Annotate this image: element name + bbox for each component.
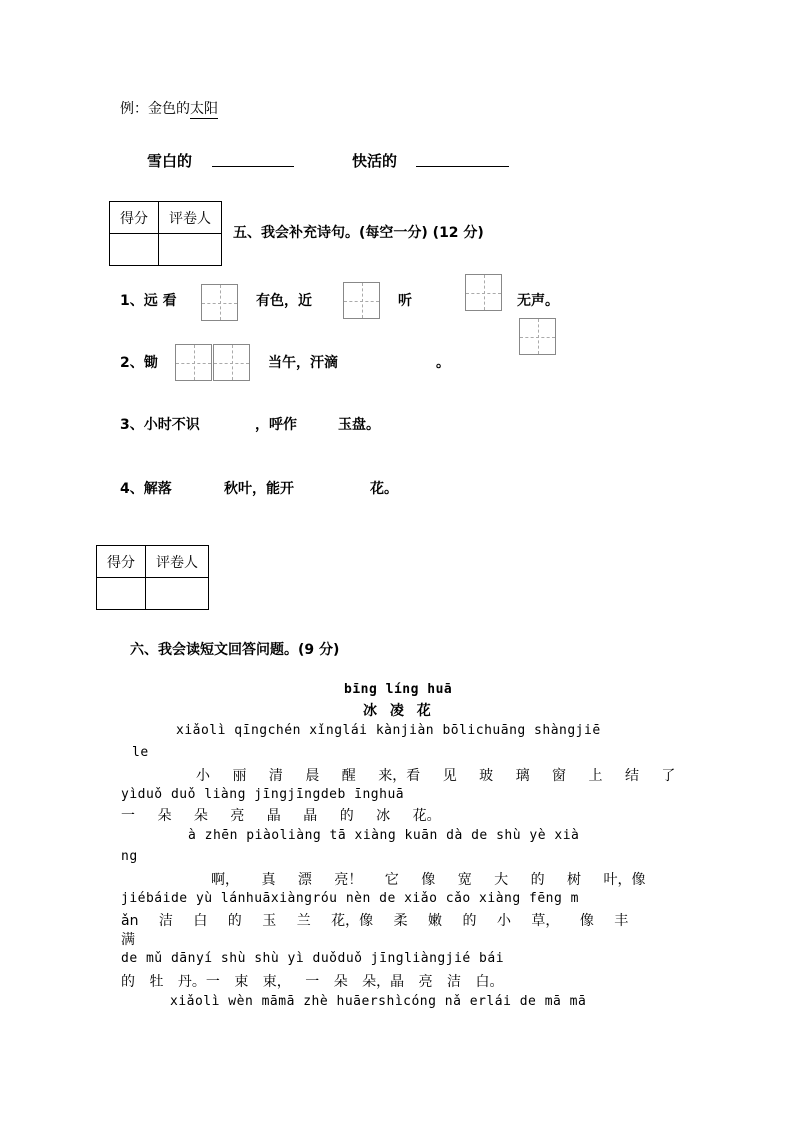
example-word: 太阳 [190, 98, 218, 119]
q4-part-a: 4、解落 [120, 481, 172, 497]
story-line: yìduǒ duǒ liàng jīngjīngdeb īnghuā [121, 787, 405, 802]
q1-part-c: 听 [398, 293, 412, 309]
q4-part-b: 秋叶，能开 [224, 481, 294, 497]
q1-part-b: 有色，近 [256, 293, 312, 309]
q1-box-1[interactable] [201, 284, 238, 321]
story-line: 小 丽 清 晨 醒 来，看 见 玻 璃 窗 上 结 了 [196, 768, 676, 784]
story-line: xiǎolì wèn māmā zhè huāershìcóng nǎ erlái de mā mā [170, 994, 587, 1009]
q1-box-4[interactable] [519, 318, 556, 355]
q2-part-c: 。 [436, 355, 450, 371]
section5-title: 五、我会补充诗句。(每空一分) (12 分) [233, 225, 484, 241]
q3-part-c: 玉盘。 [338, 417, 380, 433]
story-line: de mǔ dānyí shù shù yì duǒduǒ jīngliàngjié bái [121, 951, 505, 966]
fill-left-blank[interactable] [212, 166, 294, 167]
q1-part-d: 无声。 [517, 293, 559, 309]
story-line: ng [121, 849, 138, 864]
score-table-1 [109, 201, 222, 266]
score-table-2 [96, 545, 209, 610]
example-line [120, 98, 218, 119]
example-prefix: 例：金色的 [120, 101, 190, 117]
q2-box-2[interactable] [213, 344, 250, 381]
fill-right-label: 快活的 [352, 152, 398, 170]
story-line: 满 [121, 932, 135, 948]
q3-part-a: 3、小时不识 [120, 417, 200, 433]
section6-title: 六、我会读短文回答问题。(9 分) [130, 642, 340, 658]
score-header: 得分 [110, 202, 159, 234]
q2-part-a: 2、锄 [120, 355, 158, 371]
q1-box-3[interactable] [465, 274, 502, 311]
score-cell[interactable] [97, 578, 146, 610]
q2-part-b: 当午，汗滴 [268, 355, 338, 371]
story-line: 啊， 真 漂 亮！ 它 像 宽 大 的 树 叶，像 [211, 872, 646, 888]
score-cell[interactable] [110, 234, 159, 266]
score-header: 得分 [97, 546, 146, 578]
story-line: jiébáide yù lánhuāxiàngróu nèn de xiǎo cǎo xiàng fēng m [121, 891, 579, 906]
grader-header: 评卷人 [159, 202, 222, 234]
story-line: 的 牡 丹。一 束 束， 一 朵 朵，晶 亮 洁 白。 [121, 974, 504, 990]
q2-box-1[interactable] [175, 344, 212, 381]
story-line: le [132, 745, 149, 760]
fill-right-blank[interactable] [416, 166, 509, 167]
q1-box-2[interactable] [343, 282, 380, 319]
story-title: 冰 凌 花 [363, 703, 435, 719]
q4-part-c: 花。 [370, 481, 398, 497]
q1-part-a: 1、远 看 [120, 293, 177, 309]
grader-cell[interactable] [159, 234, 222, 266]
story-title-pinyin: bīng líng huā [344, 682, 453, 697]
story-line: à zhēn piàoliàng tā xiàng kuān dà de shù yè xià [188, 828, 580, 843]
story-line: 一 朵 朵 亮 晶 晶 的 冰 花。 [121, 808, 441, 824]
fill-left-label: 雪白的 [147, 152, 193, 170]
grader-header: 评卷人 [146, 546, 209, 578]
story-line: ǎn 洁 白 的 玉 兰 花，像 柔 嫩 的 小 草， 像 丰 [121, 913, 629, 929]
story-line: xiǎolì qīngchén xǐnglái kànjiàn bōlichuāng shàngjiē [176, 723, 601, 738]
q3-part-b: ，呼作 [255, 417, 297, 433]
grader-cell[interactable] [146, 578, 209, 610]
